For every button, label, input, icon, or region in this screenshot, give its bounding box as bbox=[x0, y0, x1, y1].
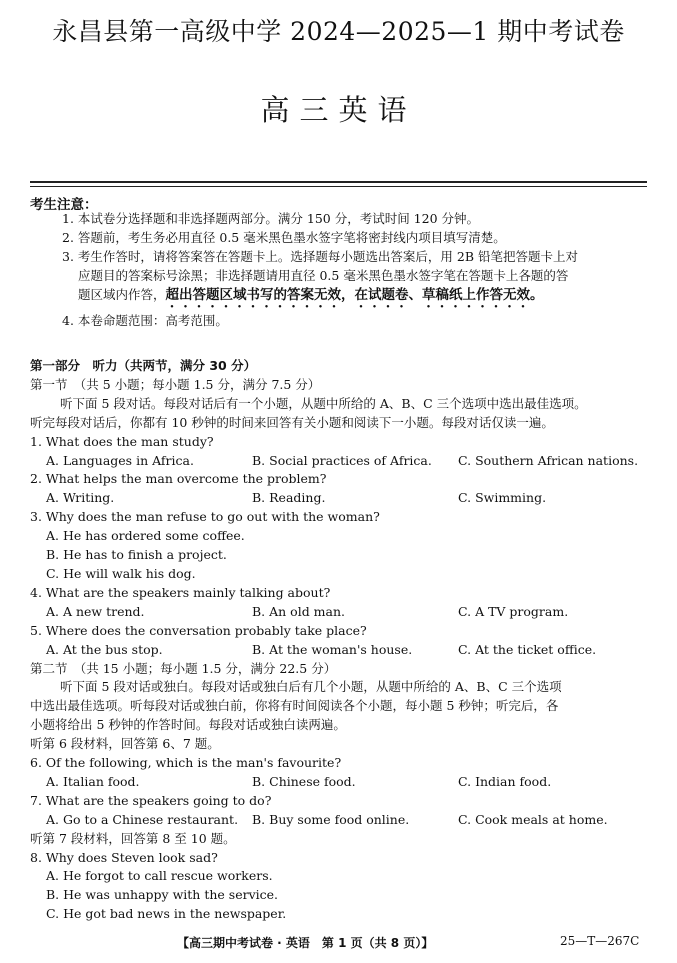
question-stem-4: 4. What are the speakers mainly talking about? bbox=[30, 584, 331, 600]
notice-item-1: 1. 本试卷分选择题和非选择题两部分。满分 150 分，考试时间 120 分钟。 bbox=[62, 211, 480, 226]
question-stem-7: 7. What are the speakers going to do? bbox=[30, 792, 272, 808]
section1-instruction-2: 听完每段对话后，你都有 10 秒钟的时间来回答有关小题和阅读下一小题。每段对话仅读一遍。 bbox=[30, 414, 554, 430]
option-8a: A. He forgot to call rescue workers. bbox=[46, 868, 273, 884]
options-row-1 bbox=[30, 452, 650, 471]
listening-part bbox=[30, 357, 650, 924]
material-6-note: 听第 6 段材料，回答第 6、7 题。 bbox=[30, 736, 220, 752]
option-6c: C. Indian food. bbox=[458, 773, 552, 789]
option-2b: B. Reading. bbox=[252, 490, 326, 506]
option-5c: C. At the ticket office. bbox=[458, 641, 597, 657]
footer-code: 25—T—267C bbox=[560, 934, 640, 948]
question-stem-8: 8. Why does Steven look sad? bbox=[30, 849, 218, 865]
options-row-2 bbox=[30, 489, 650, 508]
options-row-7 bbox=[30, 811, 650, 830]
option-2a: A. Writing. bbox=[46, 490, 115, 506]
subject-title: 高三英语 bbox=[260, 93, 417, 127]
question-stem-2: 2. What helps the man overcome the problem? bbox=[30, 471, 327, 487]
footer-page-info: 【高三期中考试卷 · 英语 第 1 页（共 8 页）】 bbox=[177, 936, 434, 950]
options-row-4 bbox=[30, 603, 650, 622]
divider-thick bbox=[30, 181, 647, 183]
section1-instruction-1: 听下面 5 段对话。每段对话后有一个小题，从题中所给的 A、B、C 三个选项中选出最佳选项。 bbox=[60, 395, 587, 411]
question-stem-5: 5. Where does the conversation probably take place? bbox=[30, 622, 367, 638]
notice-item-3: 3. 考生作答时，请将答案答在答题卡上。选择题每小题选出答案后，用 2B 铅笔把答题卡上对 bbox=[62, 249, 578, 264]
school-title: 永昌县第一高级中学 2024—2025—1 期中考试卷 bbox=[52, 17, 625, 46]
divider-thin bbox=[30, 186, 647, 187]
option-1b: B. Social practices of Africa. bbox=[252, 452, 432, 468]
option-8c: C. He got bad news in the newspaper. bbox=[46, 906, 287, 922]
notice-item-4: 4. 本卷命题范围：高考范围。 bbox=[62, 313, 228, 328]
section2-instruction-3: 小题将给出 5 秒钟的作答时间。每段对话或独白读两遍。 bbox=[30, 717, 346, 733]
question-stem-1: 1. What does the man study? bbox=[30, 433, 214, 449]
notice-item-3-cont bbox=[62, 266, 652, 285]
notice-item-2: 2. 答题前，考生务必用直径 0.5 毫米黑色墨水签字笔将密封线内项目填写清楚。 bbox=[62, 230, 506, 245]
question-stem-3: 3. Why does the man refuse to go out with the woman? bbox=[30, 509, 380, 525]
option-3c: C. He will walk his dog. bbox=[46, 565, 196, 581]
option-4a: A. A new trend. bbox=[46, 603, 145, 619]
option-6a: A. Italian food. bbox=[46, 773, 140, 789]
part1-heading: 第一部分 听力（共两节，满分 30 分） bbox=[30, 358, 257, 373]
options-row-5 bbox=[30, 641, 650, 660]
option-8b: B. He was unhappy with the service. bbox=[46, 887, 278, 903]
question-stem-6: 6. Of the following, which is the man's favourite? bbox=[30, 755, 342, 771]
option-1a: A. Languages in Africa. bbox=[46, 452, 194, 468]
option-4c: C. A TV program. bbox=[458, 603, 569, 619]
option-7a: A. Go to a Chinese restaurant. bbox=[46, 811, 239, 827]
notice-list bbox=[62, 209, 652, 330]
notice-heading: 考生注意： bbox=[30, 197, 98, 213]
option-7c: C. Cook meals at home. bbox=[458, 811, 608, 827]
options-row-6 bbox=[30, 773, 650, 792]
material-7-note: 听第 7 段材料，回答第 8 至 10 题。 bbox=[30, 830, 236, 846]
section2-instruction-2: 中选出最佳选项。听每段对话或独白前，你将有时间阅读各个小题，每小题 5 秒钟；听完后，各 bbox=[30, 698, 559, 714]
option-5b: B. At the woman's house. bbox=[252, 641, 413, 657]
notice-item-3-line3: 题区域内作答， bbox=[78, 287, 166, 302]
section2-heading: 第二节 （共 15 小题；每小题 1.5 分，满分 22.5 分） bbox=[30, 660, 337, 676]
option-6b: B. Chinese food. bbox=[252, 773, 356, 789]
section1-heading: 第一节 （共 5 小题；每小题 1.5 分，满分 7.5 分） bbox=[30, 376, 321, 392]
notice-item-3-line2: 应题目的答案标号涂黑；非选择题请用直径 0.5 毫米黑色墨水签字笔在答题卡上各题的答 bbox=[78, 268, 569, 283]
option-7b: B. Buy some food online. bbox=[252, 811, 410, 827]
option-5a: A. At the bus stop. bbox=[46, 641, 163, 657]
option-2c: C. Swimming. bbox=[458, 490, 547, 506]
option-4b: B. An old man. bbox=[252, 603, 346, 619]
option-3b: B. He has to finish a project. bbox=[46, 547, 227, 563]
notice-emphasis: 超出答题区域书写的答案无效，在试题卷、草稿纸上作答无效。 bbox=[165, 287, 544, 303]
section2-instruction-1: 听下面 5 段对话或独白。每段对话或独白后有几个小题，从题中所给的 A、B、C 三个选项 bbox=[60, 679, 562, 695]
option-1c: C. Southern African nations. bbox=[458, 452, 639, 468]
notice-item-3-cont2 bbox=[62, 285, 652, 311]
option-3a: A. He has ordered some coffee. bbox=[46, 528, 245, 544]
